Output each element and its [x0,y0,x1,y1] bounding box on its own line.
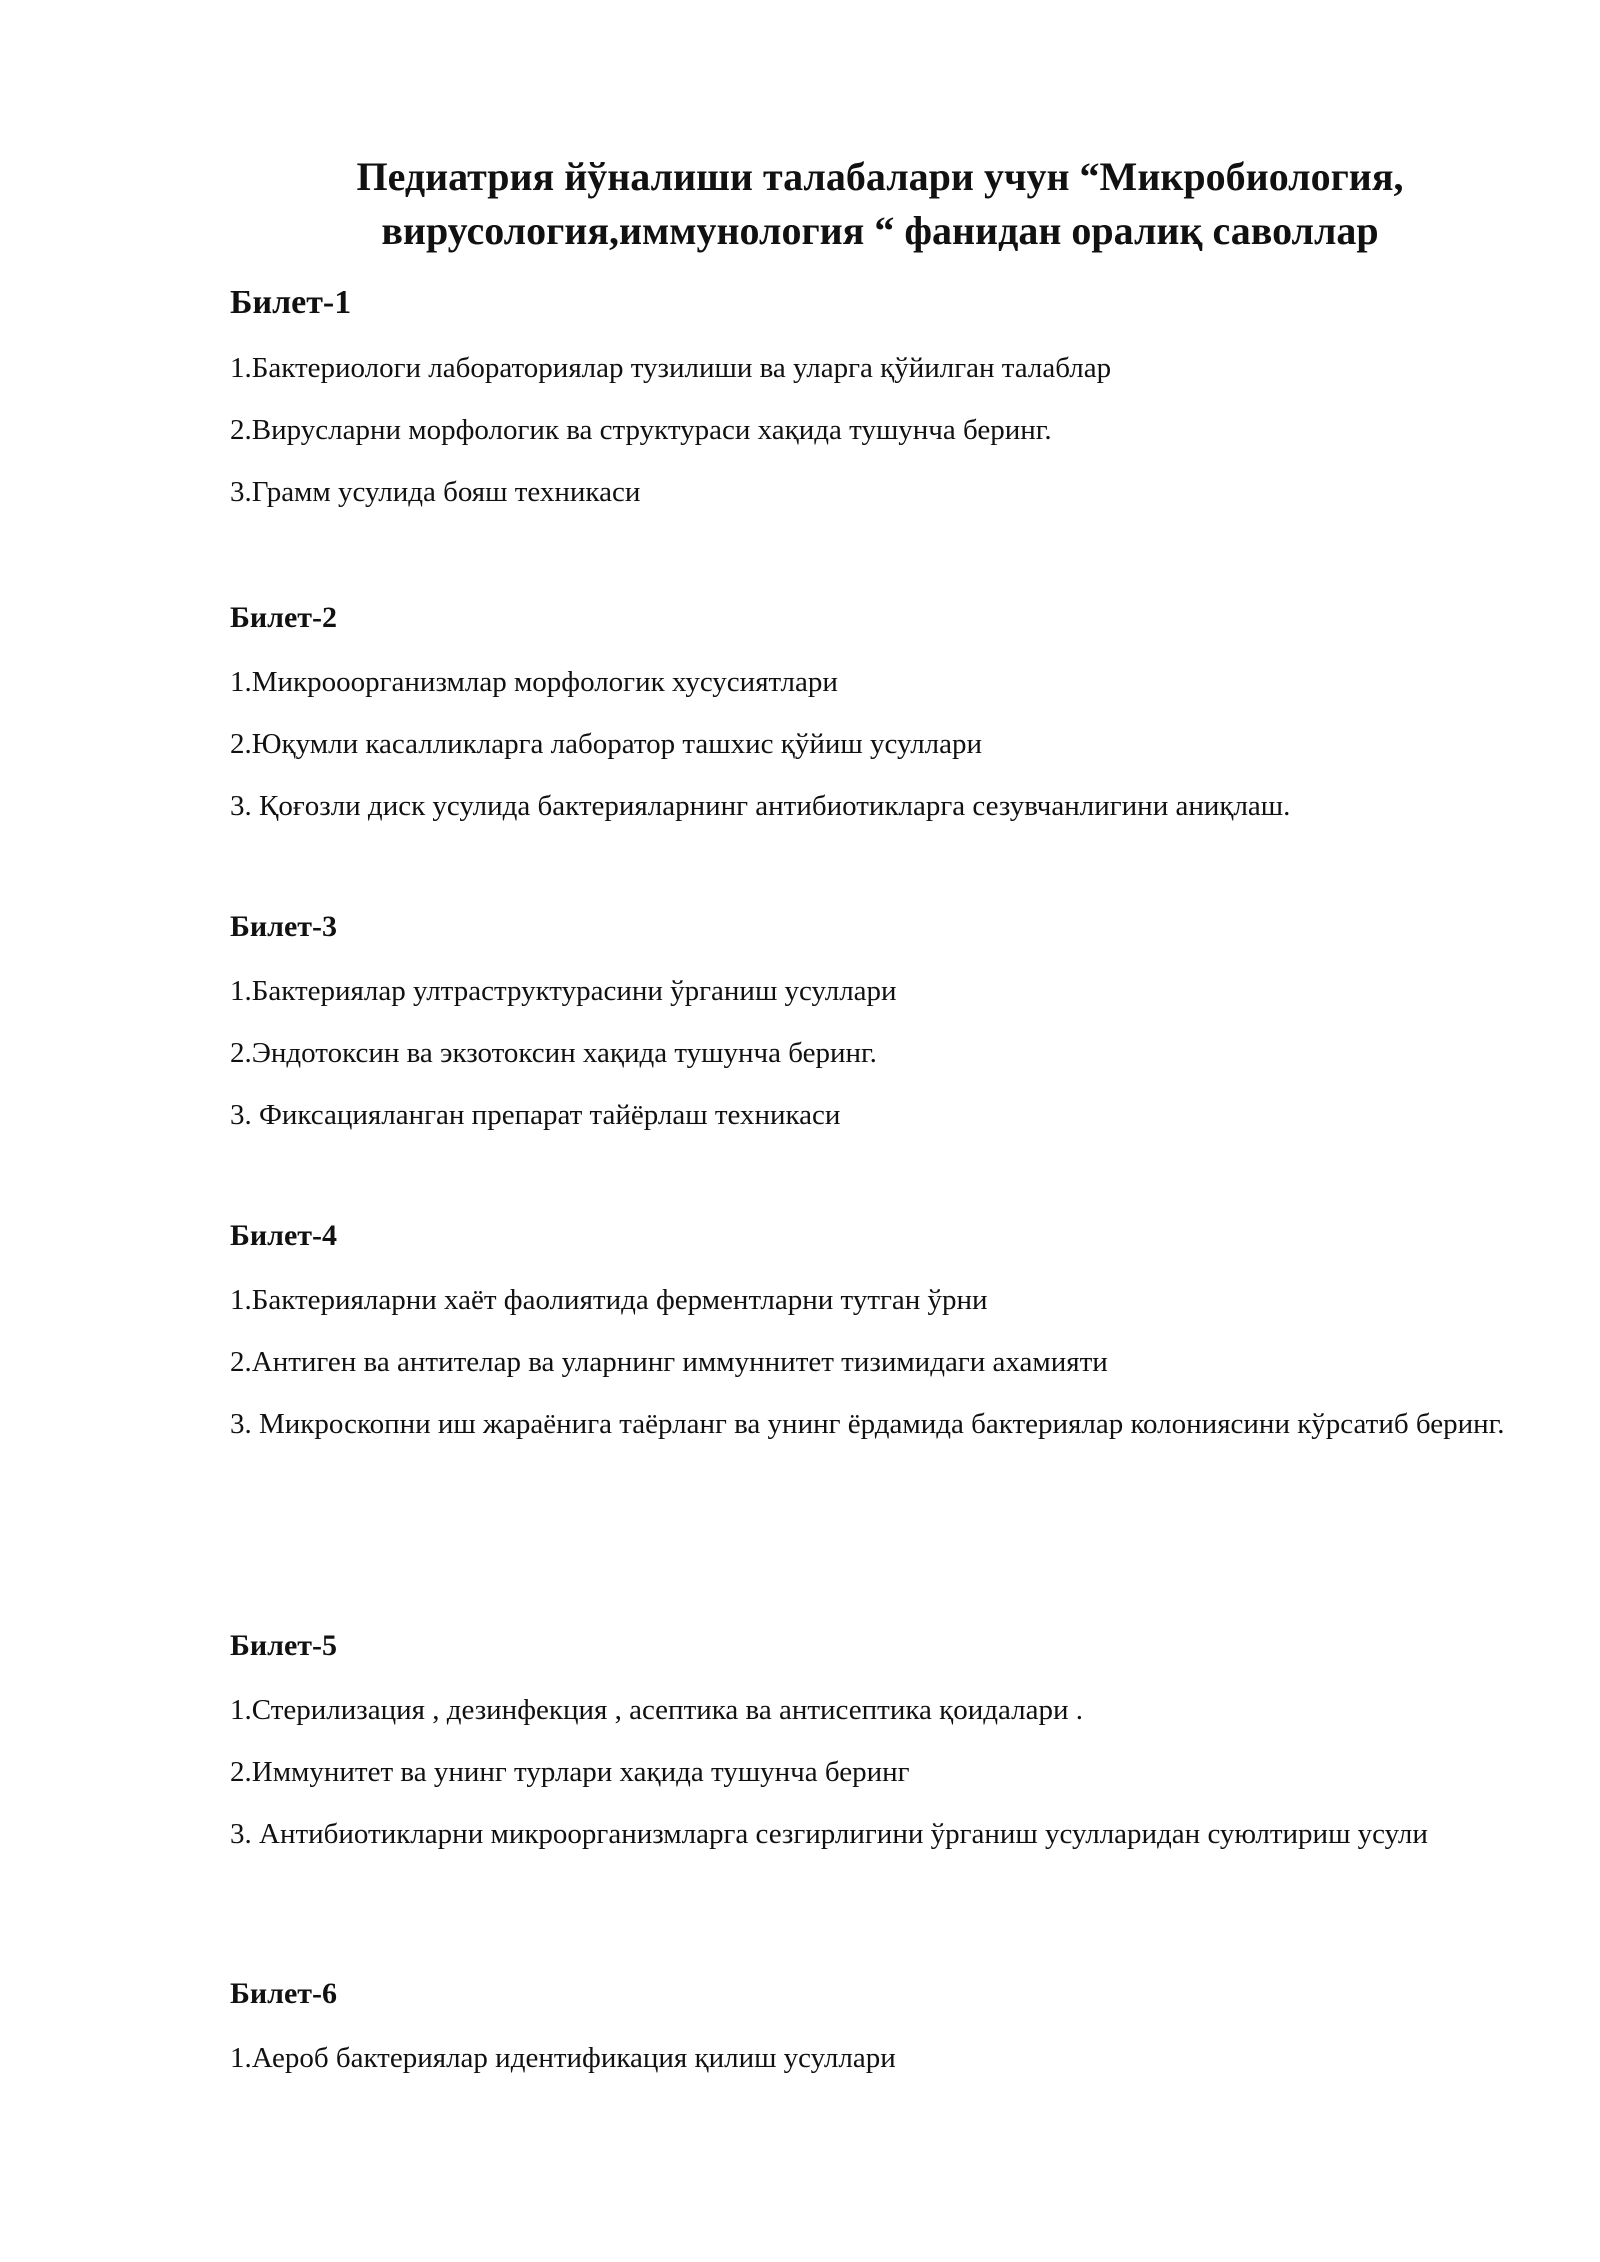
document-title-line-2: вирусология,иммунология “ фанидан оралиқ саволлар [381,208,1379,253]
question-item: 1.Микрооорганизмлар морфологик хусусиятлари [230,666,838,698]
ticket-4 [230,1218,1530,1444]
question-item: 2.Антиген ва антителар ва уларнинг иммуннитет тизимидаги ахамияти [230,1346,1108,1378]
ticket-heading: Билет-1 [230,284,352,321]
question-item: 3. Микроскопни иш жараёнига таёрланг ва унинг ёрдамида бактериялар колониясини кўрсатиб беринг. [230,1408,1505,1440]
ticket-3 [230,909,1530,1135]
ticket-heading: Билет-6 [230,1977,337,2010]
question-item: 1.Аероб бактериялар идентификация қилиш усуллари [230,2042,896,2074]
ticket-heading: Билет-2 [230,601,337,634]
ticket-1 [230,285,1530,512]
question-item: 1.Бактерияларни хаёт фаолиятида ферментларни тутган ўрни [230,1284,988,1316]
ticket-heading: Билет-3 [230,910,337,943]
document-title-line-1: Педиатрия йўналиши талабалари учун “Микробиология, [356,154,1404,199]
question-item: 2.Вирусларни морфологик ва структураси хақида тушунча беринг. [230,414,1052,446]
ticket-heading: Билет-4 [230,1219,337,1252]
question-item: 3. Фиксацияланган препарат тайёрлаш техникаси [230,1099,841,1131]
ticket-2 [230,600,1530,826]
document-title [200,150,1560,258]
question-item: 3. Қоғозли диск усулида бактерияларнинг антибиотикларга сезувчанлигини аниқлаш. [230,790,1291,822]
question-item: 2.Юқумли касалликларга лаборатор ташхис қўйиш усуллари [230,728,983,760]
question-item: 3.Грамм усулида бояш техникаси [230,476,641,508]
question-item: 2.Эндотоксин ва экзотоксин хақида тушунча беринг. [230,1037,877,1069]
question-item: 2.Иммунитет ва унинг турлари хақида тушунча беринг [230,1756,910,1788]
question-item: 1.Бактериялар ултраструктурасини ўрганиш усуллари [230,975,897,1007]
ticket-5 [230,1628,1530,1854]
question-item: 3. Антибиотикларни микроорганизмларга сезгирлигини ўрганиш усулларидан суюлтириш усули [230,1818,1428,1850]
ticket-6 [230,1976,1530,2078]
question-item: 1.Бактериологи лабораториялар тузилиши ва уларга қўйилган талаблар [230,352,1112,384]
ticket-heading: Билет-5 [230,1629,337,1662]
question-item: 1.Стерилизация , дезинфекция , асептика ва антисептика қоидалари . [230,1694,1083,1726]
